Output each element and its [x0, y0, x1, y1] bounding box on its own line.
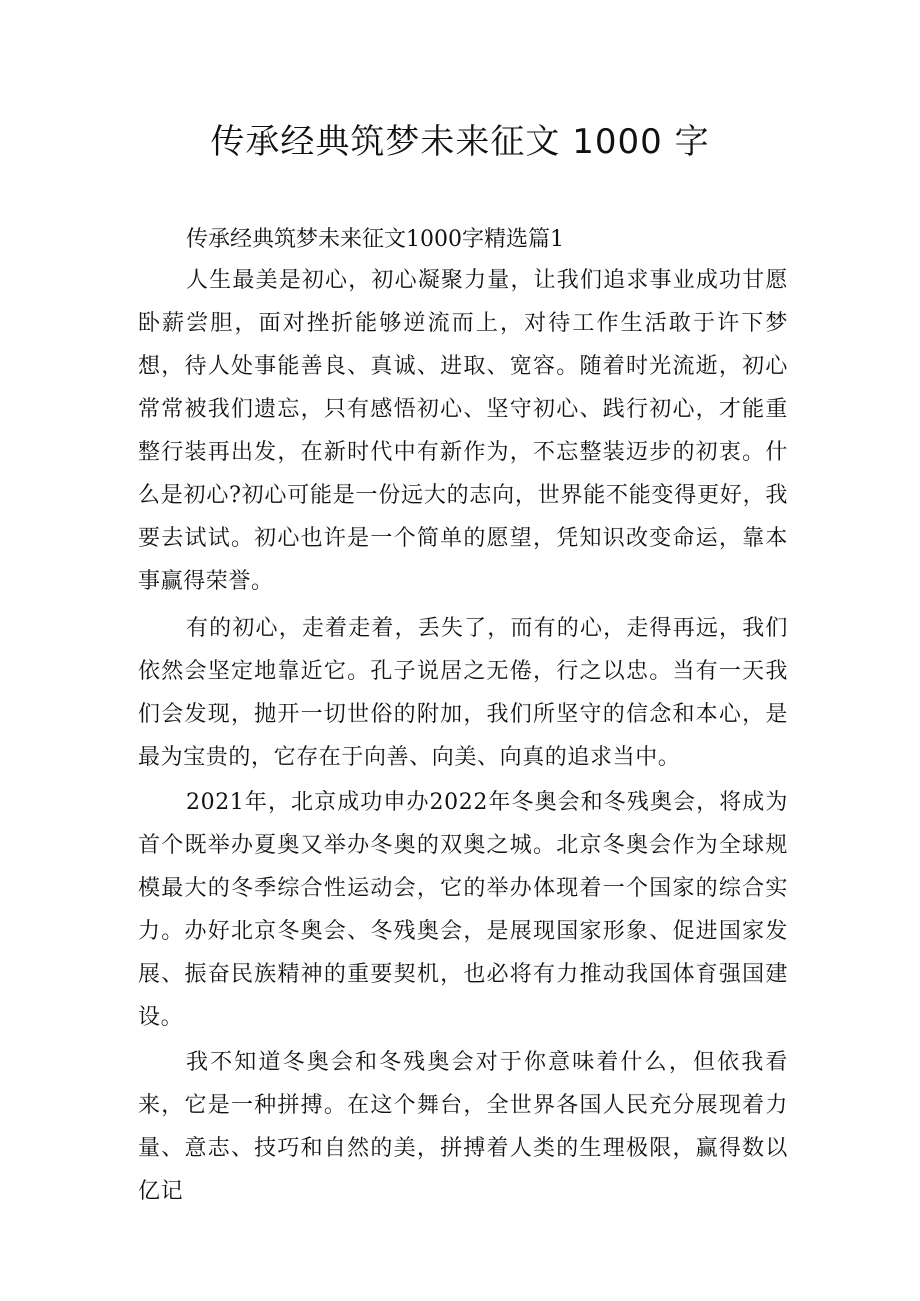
section-heading: 传承经典筑梦未来征文1000字精选篇1	[186, 227, 564, 252]
paragraph-3: 2021年，北京成功申办2022年冬奥会和冬残奥会，将成为首个既举办夏奥又举办冬奥的双奥之城。北京冬奥会作为全球规模最大的冬季综合性运动会，它的举办体现着一个国家的综合实力。办好北京冬奥会、冬残奥会，是展现国家形象、促进国家发展、振奋民族精神的重要契机，也必将有力推动我国体育强国建设。	[138, 790, 788, 1030]
paragraph-4: 我不知道冬奥会和冬残奥会对于你意味着什么，但依我看来，它是一种拼搏。在这个舞台，全世界各国人民充分展现着力量、意志、技巧和自然的美，拼搏着人类的生理极限，赢得数以亿记	[138, 1050, 788, 1204]
paragraph-1: 人生最美是初心，初心凝聚力量，让我们追求事业成功甘愿卧薪尝胆，面对挫折能够逆流而上，对待工作生活敢于许下梦想，待人处事能善良、真诚、进取、宽容。随着时光流逝，初心常常被我们遗忘，只有感悟初心、坚守初心、践行初心，才能重整行装再出发，在新时代中有新作为，不忘整装迈步的初衷。什么是初心?初心可能是一份远大的志向，世界能不能变得更好，我要去试试。初心也许是一个简单的愿望，凭知识改变命运，靠本事赢得荣誉。	[138, 268, 788, 594]
document-title: 传承经典筑梦未来征文 1000 字	[210, 122, 710, 162]
paragraph-2: 有的初心，走着走着，丢失了，而有的心，走得再远，我们依然会坚定地靠近它。孔子说居之无倦，行之以忠。当有一天我们会发现，抛开一切世俗的附加，我们所坚守的信念和本心，是最为宝贵的，它存在于向善、向美、向真的追求当中。	[138, 616, 788, 770]
